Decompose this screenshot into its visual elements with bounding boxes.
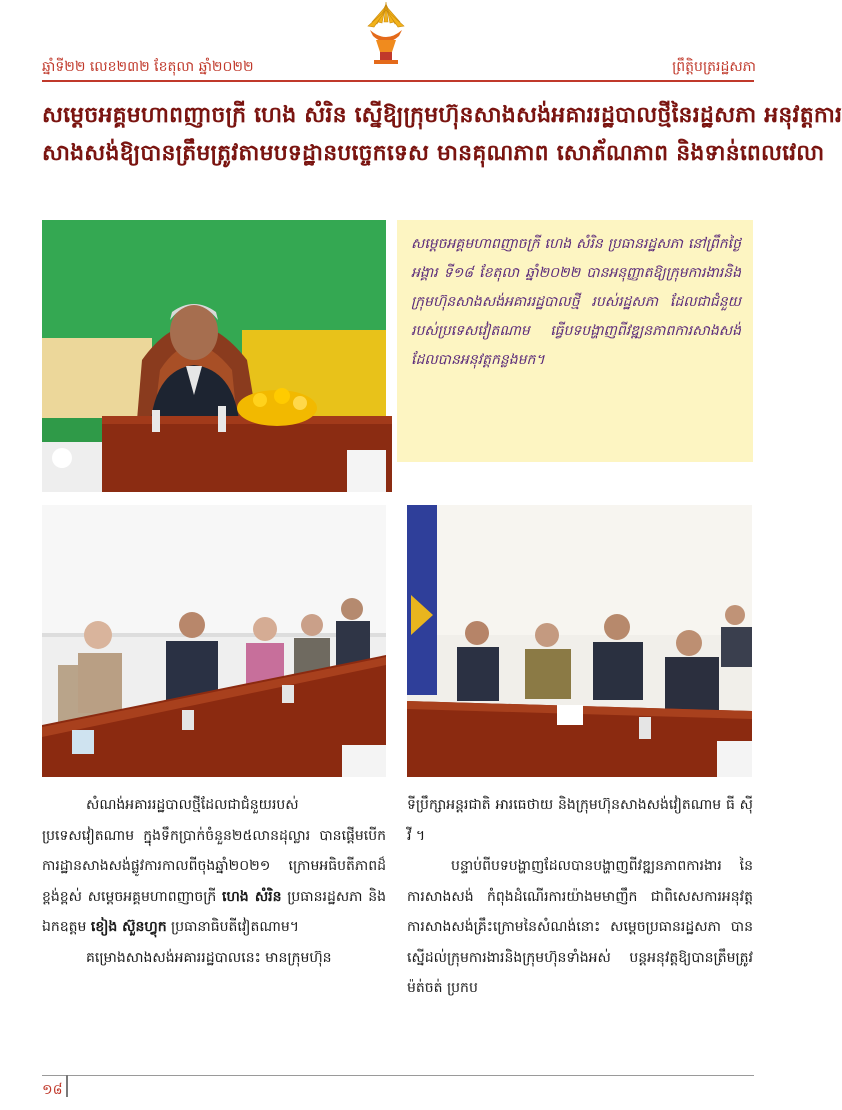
person-name: ហេង សំរិន xyxy=(222,888,282,905)
photo-caption-box xyxy=(397,220,753,462)
photo-meeting-officials xyxy=(407,505,752,777)
article-paragraph xyxy=(42,790,386,943)
article-column-right xyxy=(407,790,753,1004)
publication-name: ព្រឹត្តិបត្ររដ្ឋសភា xyxy=(672,59,756,75)
footer-tick xyxy=(66,1075,68,1097)
photo-speaker-at-meeting xyxy=(42,220,386,492)
person-name: ខៀង ស៊ួនហ្វុក xyxy=(90,919,167,935)
photo-meeting-delegates xyxy=(42,505,386,777)
paragraph-text: សំណង់អគាររដ្ឋបាលថ្មីដែលជាជំនួយរបស់ប្រទេសវៀតណាម ក្នុងទឹកប្រាក់ចំនួន២៥លានដុល្លារ បានផ្តើមបើកការដ្ឋានសាងសង់ផ្លូវការកាលពីចុងឆ្នាំ២០២១ ក្រោមអធិបតីភាពដ៏ខ្ពង់ខ្ពស់ សម្តេចអគ្គមហាពញាចក្រី xyxy=(42,797,386,905)
issue-line: ឆ្នាំទី២២ លេខ២៣២ ខែតុលា ឆ្នាំ២០២២ xyxy=(42,59,254,75)
headline-line-2: សាងសង់ឱ្យបានត្រឹមត្រូវតាមបទដ្ឋានបច្ចេកទេស មានគុណភាព សោភ័ណភាព និងទាន់ពេលវេលា xyxy=(42,140,825,166)
parliament-emblem-icon xyxy=(364,0,408,66)
paragraph-text: ប្រធានាធិបតីវៀតណាម។ xyxy=(166,919,300,935)
headline-line-1: សម្តេចអគ្គមហាពញាចក្រី ហេង សំរិន ស្នើឱ្យក្រុមហ៊ុនសាងសង់អគាររដ្ឋបាលថ្មីនៃរដ្ឋសភា អនុវត្តការ xyxy=(42,102,842,128)
article-paragraph: ទីប្រឹក្សាអន្តរជាតិ អារធេថាយ និងក្រុមហ៊ុនសាងសង់វៀតណាម ធី ស៊ី វី ។ xyxy=(407,797,753,844)
footer-divider xyxy=(42,1075,754,1076)
headline xyxy=(42,96,842,172)
article-paragraph: គម្រោងសាងសង់អគាររដ្ឋបាលនេះ មានក្រុមហ៊ុន xyxy=(86,949,332,966)
article-column-left xyxy=(42,790,386,973)
page-number: ១៨ xyxy=(42,1082,63,1098)
paragraph-text: ប្រធានរដ្ឋសភា និងឯកឧត្តម xyxy=(42,888,387,935)
photo-caption: សម្តេចអគ្គមហាពញាចក្រី ហេង សំរិន ប្រធានរដ្ឋសភា នៅព្រឹកថ្ងៃអង្គារ ទី១៨ ខែតុលា ឆ្នាំ២០២២ បានអនុញ្ញាតឱ្យក្រុមការងារនិងក្រុមហ៊ុនសាងសង់អគាររដ្ឋបាលថ្មី របស់រដ្ឋសភា ដែលជាជំនួយរបស់ប្រទេសវៀតណាម ធ្វើបទបង្ហាញពីវឌ្ឍនភាពការសាងសង់ ដែលបានអនុវត្តកន្លងមក។ xyxy=(411,236,741,368)
header-divider xyxy=(42,80,754,82)
article-paragraph: បន្ទាប់ពីបទបង្ហាញដែលបានបង្ហាញពីវឌ្ឍនភាពការងារ នៃការសាងសង់ កំពុងដំណើរការយ៉ាងមមាញឹក ជាពិសេសការអនុវត្តការសាងសង់គ្រឹះក្រោមនៃសំណង់នោះ សម្តេចប្រធានរដ្ឋសភា បានស្នើដល់ក្រុមការងារនិងក្រុមហ៊ុនទាំងអស់ បន្តអនុវត្តឱ្យបានត្រឹមត្រូវ ម៉ត់ចត់ ប្រកប xyxy=(407,858,753,996)
